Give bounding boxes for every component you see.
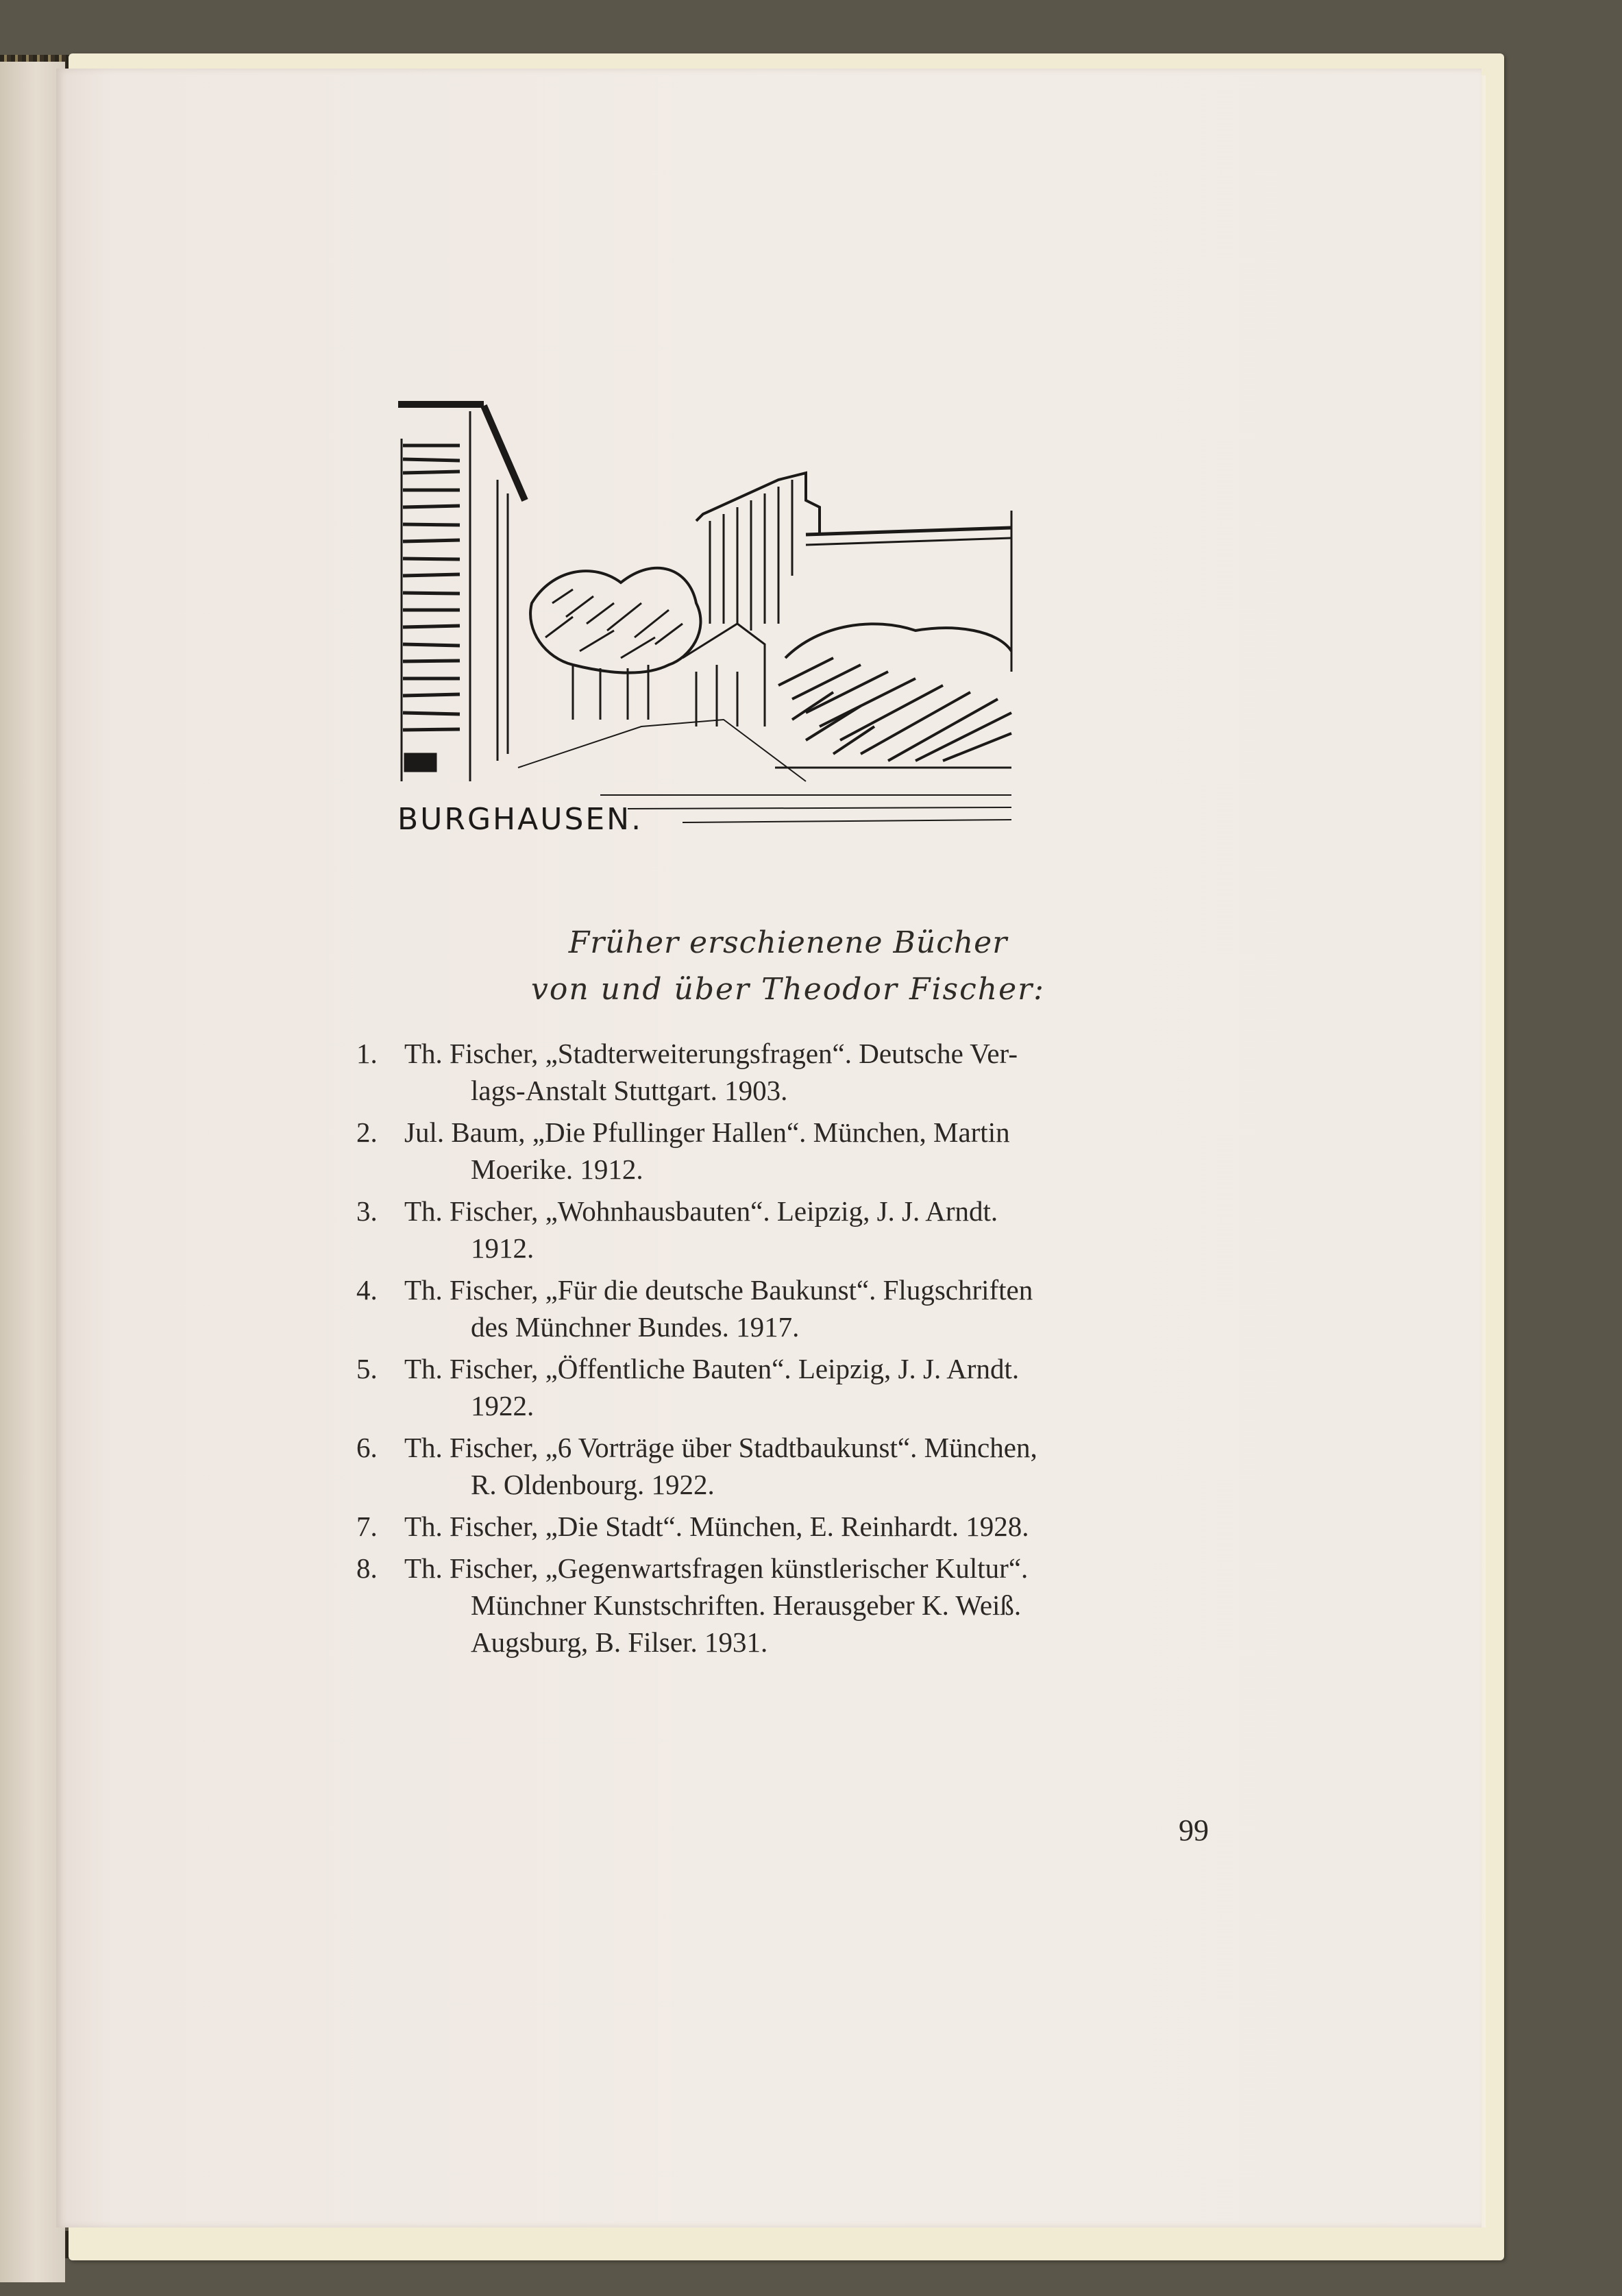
entry-line: Th. Fischer, „Für die deutsche Baukunst“. Flugschriften <box>404 1274 1033 1306</box>
entry-line: lags-Anstalt Stuttgart. 1903. <box>471 1075 788 1106</box>
entry-line: Th. Fischer, „Die Stadt“. München, E. Reinhardt. 1928. <box>404 1511 1029 1542</box>
heading-line-2: von und über Theodor Fischer: <box>530 972 1045 1007</box>
entry-number: 5. <box>356 1353 378 1384</box>
entry-line: Th. Fischer, „Stadterweiterungsfragen“. Deutsche Ver- <box>404 1038 1018 1069</box>
entry-line: R. Oldenbourg. 1922. <box>471 1469 715 1500</box>
bibliography-entry <box>343 1193 1117 1267</box>
entry-line: Augsburg, B. Filser. 1931. <box>471 1626 768 1658</box>
entry-number: 7. <box>356 1511 378 1542</box>
entry-line: des Münchner Bundes. 1917. <box>471 1311 800 1343</box>
entry-line: Th. Fischer, „Wohnhausbauten“. Leipzig, J. J. Arndt. <box>404 1195 998 1227</box>
bibliography-entry <box>343 1035 1117 1109</box>
entry-line: Moerike. 1912. <box>471 1153 643 1185</box>
sketch-caption: BURGHAUSEN. <box>397 802 643 837</box>
entry-line: Münchner Kunstschriften. Herausgeber K. Weiß. <box>471 1589 1022 1621</box>
page-number: 99 <box>1179 1813 1209 1847</box>
left-page-edge <box>0 62 65 2282</box>
entry-line: 1922. <box>471 1390 534 1421</box>
bibliography-entry <box>343 1271 1117 1345</box>
bibliography-entry <box>343 1508 1117 1545</box>
heading-line-1: Früher erschienene Bücher <box>568 925 1008 960</box>
entry-number: 3. <box>356 1195 378 1227</box>
entry-line: Th. Fischer, „6 Vorträge über Stadtbaukunst“. München, <box>404 1432 1037 1463</box>
burghausen-sketch <box>395 398 1025 836</box>
entry-number: 6. <box>356 1432 378 1463</box>
bibliography-entry <box>343 1429 1117 1503</box>
bibliography-list <box>343 1035 1117 1665</box>
entry-number: 2. <box>356 1116 378 1148</box>
bibliography-entry <box>343 1114 1117 1188</box>
entry-number: 4. <box>356 1274 378 1306</box>
bibliography-entry <box>343 1350 1117 1424</box>
bibliography-entry <box>343 1550 1117 1661</box>
entry-number: 1. <box>356 1038 378 1069</box>
entry-line: Jul. Baum, „Die Pfullinger Hallen“. München, Martin <box>404 1116 1010 1148</box>
entry-line: Th. Fischer, „Gegenwartsfragen künstlerischer Kultur“. <box>404 1552 1029 1584</box>
entry-number: 8. <box>356 1552 378 1584</box>
entry-line: Th. Fischer, „Öffentliche Bauten“. Leipzig, J. J. Arndt. <box>404 1353 1020 1384</box>
entry-line: 1912. <box>471 1232 534 1264</box>
